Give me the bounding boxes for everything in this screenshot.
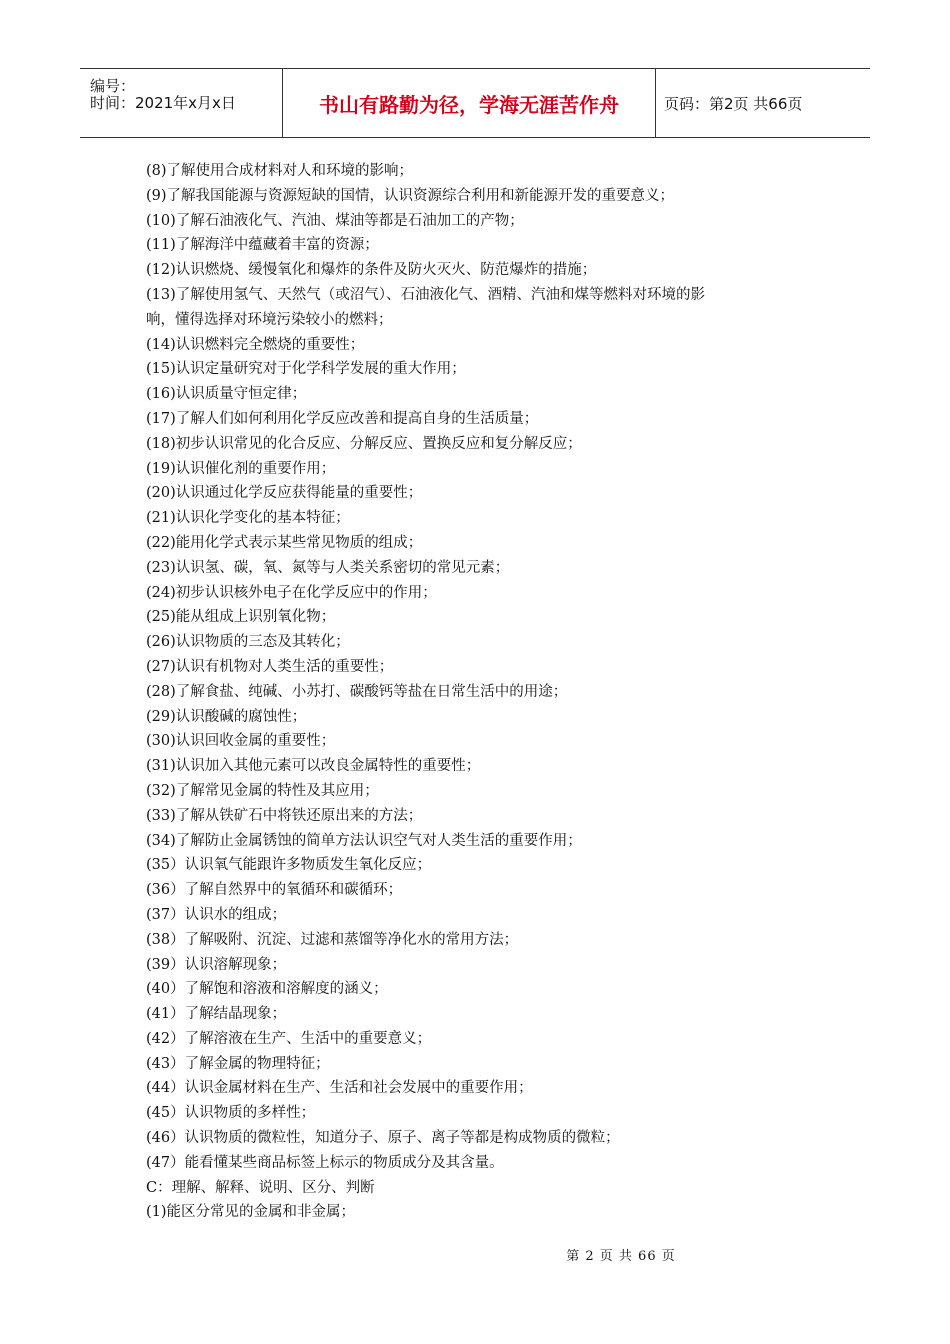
text-line: (8)了解使用合成材料对人和环境的影响； — [146, 163, 414, 179]
text-line: (24)初步认识核外电子在化学反应中的作用； — [146, 584, 437, 601]
text-line: (9)了解我国能源与资源短缺的国情，认识资源综合利用和新能源开发的重要意义； — [146, 187, 675, 204]
page-info: 页码：第2页 共66页 — [664, 94, 803, 113]
text-line: (12)认识燃烧、缓慢氧化和爆炸的条件及防火灭火、防范爆炸的措施； — [146, 262, 597, 279]
text-line: (13)了解使用氢气、天然气（或沼气）、石油液化气、酒精、汽油和煤等燃料对环境的影 — [146, 286, 706, 303]
text-line: (34)了解防止金属锈蚀的简单方法认识空气对人类生活的重要作用； — [146, 832, 582, 849]
text-line: (41）了解结晶现象； — [146, 1006, 287, 1023]
text-line: (30)认识回收金属的重要性； — [146, 733, 336, 750]
text-line: (36）了解自然界中的氧循环和碳循环； — [146, 882, 403, 899]
text-line: (18)初步认识常见的化合反应、分解反应、置换反应和复分解反应； — [146, 435, 582, 452]
text-line: (23)认识氢、碳，氧、氮等与人类关系密切的常见元素； — [146, 559, 510, 576]
page-number: 第 2 页 共 66 页 — [566, 1249, 676, 1264]
text-line: (26)认识物质的三态及其转化； — [146, 634, 350, 651]
motto: 书山有路勤为径，学海无涯苦作舟 — [283, 69, 656, 137]
section-heading: C：理解、解释、说明、区分、判断 — [146, 1179, 375, 1196]
text-line: (21)认识化学变化的基本特征； — [146, 510, 350, 527]
page-footer — [0, 1245, 950, 1264]
text-line: (16)认识质量守恒定律； — [146, 386, 307, 403]
number-label: 编号： — [90, 77, 136, 95]
text-line: (25)能从组成上识别氧化物； — [146, 609, 336, 626]
text-line: (1)能区分常见的金属和非金属； — [146, 1204, 356, 1221]
time-label: 时间：2021年x月x日 — [90, 94, 236, 112]
header-meta — [80, 69, 283, 137]
text-line: (28)了解食盐、纯碱、小苏打、碳酸钙等盐在日常生活中的用途； — [146, 683, 568, 700]
text-line: (47）能看懂某些商品标签上标示的物质成分及其含量。 — [146, 1154, 504, 1171]
text-line: (27)认识有机物对人类生活的重要性； — [146, 658, 394, 675]
text-line: (31)认识加入其他元素可以改良金属特性的重要性； — [146, 758, 481, 775]
document-body — [146, 159, 826, 1225]
text-line: (46）认识物质的微粒性，知道分子、原子、离子等都是构成物质的微粒； — [146, 1130, 620, 1147]
text-line: 响，懂得选择对环境污染较小的燃料； — [146, 311, 393, 328]
text-line: (38）了解吸附、沉淀、过滤和蒸馏等净化水的常用方法； — [146, 931, 519, 948]
text-line: (20)认识通过化学反应获得能量的重要性； — [146, 485, 423, 502]
text-line: (22)能用化学式表示某些常见物质的组成； — [146, 534, 423, 551]
text-line: (37）认识水的组成； — [146, 906, 287, 923]
text-line: (17)了解人们如何利用化学反应改善和提高自身的生活质量； — [146, 410, 539, 427]
text-line: (42）了解溶液在生产、生活中的重要意义； — [146, 1030, 432, 1047]
text-line: (40）了解饱和溶液和溶解度的涵义； — [146, 981, 388, 998]
text-line: (19)认识催化剂的重要作用； — [146, 460, 336, 477]
text-line: (15)认识定量研究对于化学科学发展的重大作用； — [146, 361, 466, 378]
text-line: (14)认识燃料完全燃烧的重要性； — [146, 336, 365, 353]
text-line: (43）了解金属的物理特征； — [146, 1055, 330, 1072]
text-line: (32)了解常见金属的特性及其应用； — [146, 782, 379, 799]
text-line: (33)了解从铁矿石中将铁还原出来的方法； — [146, 807, 423, 824]
text-line: (45）认识物质的多样性； — [146, 1105, 316, 1122]
page-info-cell — [656, 69, 870, 137]
text-line: (39）认识溶解现象； — [146, 956, 287, 973]
text-line: (44）认识金属材料在生产、生活和社会发展中的重要作用； — [146, 1080, 533, 1097]
text-line: (11)了解海洋中蕴藏着丰富的资源； — [146, 237, 379, 254]
text-line: (10)了解石油液化气、汽油、煤油等都是石油加工的产物； — [146, 212, 524, 229]
page-header — [80, 68, 870, 138]
text-line: (29)认识酸碱的腐蚀性； — [146, 708, 307, 725]
text-line: (35）认识氧气能跟许多物质发生氧化反应； — [146, 857, 432, 874]
